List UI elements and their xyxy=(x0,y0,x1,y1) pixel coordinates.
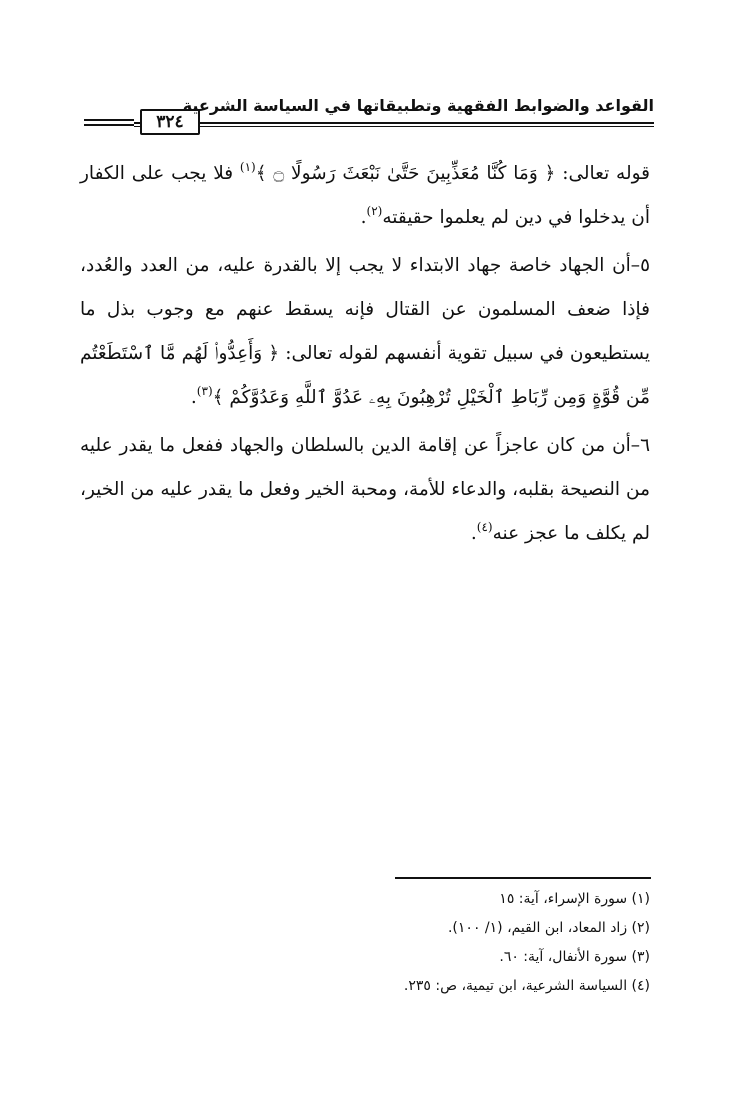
paragraph-3 xyxy=(80,424,650,556)
quran-verse-2: ﴿ وَأَعِدُّوا۟ لَهُم مَّا ٱسْتَطَعْتُم مِّن قُوَّةٍ وَمِن رِّبَاطِ ٱلْخَيْلِ تُرْهِبُونَ بِهِۦ عَدُوَّ ٱللَّهِ وَعَدُوَّكُمْ ﴾ xyxy=(80,343,650,408)
p1-intro: قوله تعالى: xyxy=(555,163,650,184)
footnote-2: (٢) زاد المعاد، ابن القيم، (١/ ١٠٠). xyxy=(447,920,650,936)
quran-verse-1: ﴿ وَمَا كُنَّا مُعَذِّبِينَ حَتَّىٰ نَبْعَثَ رَسُولًا ۝ ﴾ xyxy=(255,163,556,184)
p3-text: ٦–أن من كان عاجزاً عن إقامة الدين بالسلطان والجهاد ففعل ما يقدر عليه من النصيحة بقلبه، والدعاء للأمة، ومحبة الخير وفعل ما يقدر عليه من الخير، لم يكلف ما عجز عنه xyxy=(80,435,650,544)
p2-text: ٥–أن الجهاد خاصة جهاد الابتداء لا يجب إلا بالقدرة عليه، من العدد والعُدد، فإذا ضعف المسلمون عن القتال فإنه يسقط عنهم مع وجوب بذل ما يستطيعون في سبيل تقوية أنفسهم لقوله تعالى: xyxy=(80,255,650,364)
footnote-1: (١) سورة الإسراء، آية: ١٥ xyxy=(499,891,650,907)
running-header xyxy=(84,92,654,132)
paragraph-2 xyxy=(80,244,650,420)
page-number-dash xyxy=(84,119,134,128)
p3-end: . xyxy=(470,523,477,544)
page-number: ٣٢٤ xyxy=(140,109,200,135)
p1-end: . xyxy=(360,207,367,228)
footnote-ref-2: (٢) xyxy=(366,204,383,218)
footnotes xyxy=(290,885,650,1001)
p1-text: فلا يجب على الكفار أن يدخلوا في دين لم يعلموا حقيقته xyxy=(80,163,650,228)
p2-end: . xyxy=(190,387,197,408)
running-title: القواعد والضوابط الفقهية وتطبيقاتها في السياسة الشرعية xyxy=(182,96,654,115)
footnote-ref-3: (٣) xyxy=(196,384,213,398)
footnote-ref-4: (٤) xyxy=(476,520,493,534)
paragraph-1 xyxy=(80,152,650,240)
main-text xyxy=(80,152,650,556)
footnote-3: (٣) سورة الأنفال، آية: ٦٠. xyxy=(499,949,650,965)
footnote-separator xyxy=(395,877,651,879)
footnote-4: (٤) السياسة الشرعية، ابن تيمية، ص: ٢٣٥. xyxy=(403,978,650,994)
footnote-ref-1: (١) xyxy=(239,160,256,174)
